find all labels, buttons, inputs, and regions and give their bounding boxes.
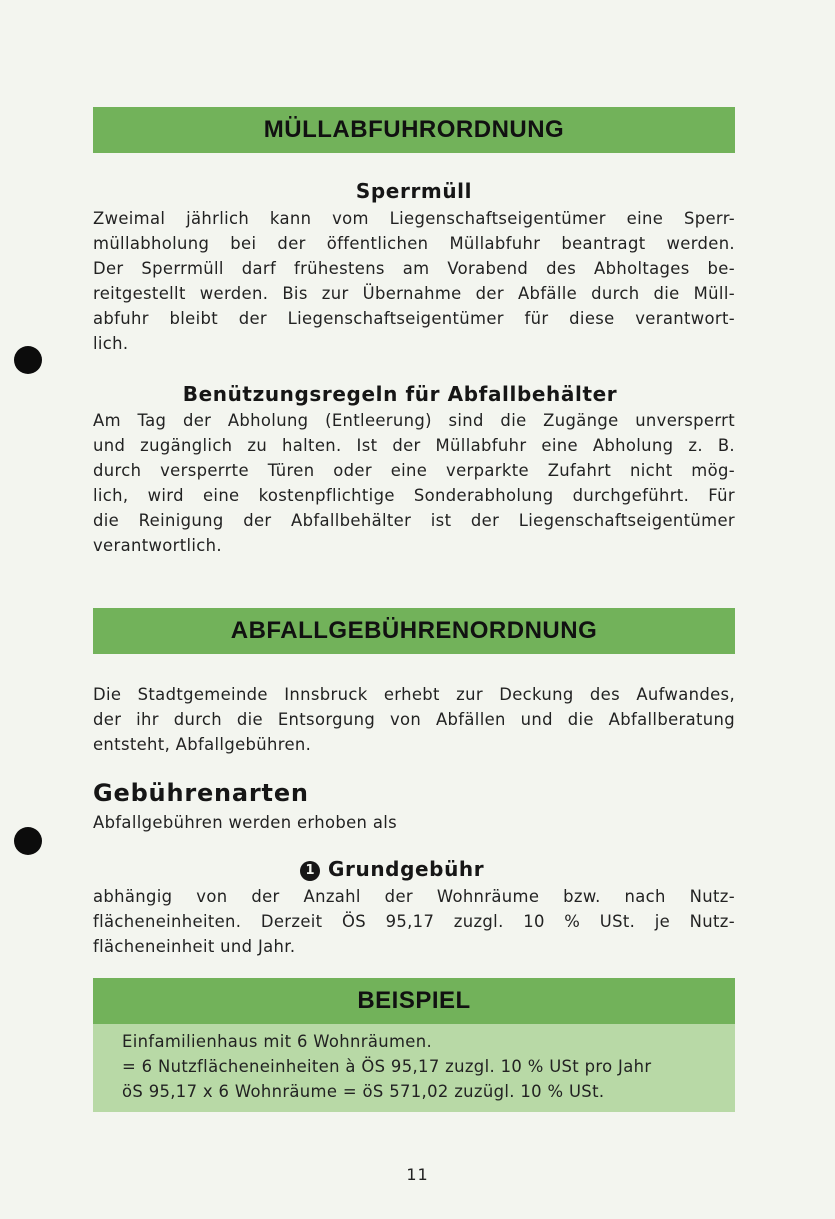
text-line: reitgestellt werden. Bis zur Übernahme der Abfälle durch die Müll- bbox=[93, 284, 735, 303]
section-banner-muellabfuhrordnung bbox=[93, 107, 735, 153]
text-line: verantwortlich. bbox=[93, 536, 222, 555]
paragraph-sperrmuell bbox=[93, 206, 735, 356]
text-line: durch versperrte Türen oder eine verparkte Zufahrt nicht mög- bbox=[93, 461, 735, 480]
text-line: lich. bbox=[93, 334, 129, 353]
text-line: Der Sperrmüll darf frühestens am Vorabend des Abholtages be- bbox=[93, 259, 735, 278]
text-line: abhängig von der Anzahl der Wohnräume bzw. nach Nutz- bbox=[93, 887, 735, 906]
text-line: Abfallgebühren werden erhoben als bbox=[93, 813, 398, 832]
text-line: und zugänglich zu halten. Ist der Müllabfuhr eine Abholung z. B. bbox=[93, 436, 735, 455]
paragraph-gebuehrenarten bbox=[93, 810, 735, 835]
example-box bbox=[93, 1024, 735, 1112]
text-line: Am Tag der Abholung (Entleerung) sind die Zugänge unversperrt bbox=[93, 411, 735, 430]
section-title: ABFALLGEBÜHRENORDNUNG bbox=[230, 617, 598, 644]
heading-gebuehrenarten: Gebührenarten bbox=[93, 779, 309, 807]
text-line: Einfamilienhaus mit 6 Wohnräumen. bbox=[122, 1032, 432, 1051]
text-line: flächeneinheit und Jahr. bbox=[93, 937, 296, 956]
subheading-text: Grundgebühr bbox=[328, 857, 485, 881]
paragraph-grundgebuehr bbox=[93, 884, 735, 959]
punch-hole bbox=[14, 827, 42, 855]
text-line: Die Stadtgemeinde Innsbruck erhebt zur Deckung des Aufwandes, bbox=[93, 685, 735, 704]
text-line: flächeneinheiten. Derzeit ÖS 95,17 zuzgl. 10 % USt. je Nutz- bbox=[93, 912, 735, 931]
section-title: BEISPIEL bbox=[357, 987, 471, 1014]
subheading-benuetzungsregeln: Benützungsregeln für Abfallbehälter bbox=[182, 382, 618, 406]
text-line: öS 95,17 x 6 Wohnräume = öS 571,02 zuzügl. 10 % USt. bbox=[122, 1082, 605, 1101]
text-line: müllabholung bei der öffentlichen Müllabfuhr beantragt werden. bbox=[93, 234, 735, 253]
text-line: lich, wird eine kostenpflichtige Sonderabholung durchgeführt. Für bbox=[93, 486, 735, 505]
subheading-sperrmuell: Sperrmüll bbox=[355, 179, 473, 203]
text-line: der ihr durch die Entsorgung von Abfällen und die Abfallberatung bbox=[93, 710, 735, 729]
paragraph-beispiel bbox=[122, 1029, 722, 1104]
text-line: Zweimal jährlich kann vom Liegenschaftseigentümer eine Sperr- bbox=[93, 209, 735, 228]
page-number: 11 bbox=[406, 1165, 429, 1184]
paragraph-intro bbox=[93, 682, 735, 757]
text-line: = 6 Nutzflächeneinheiten à ÖS 95,17 zuzgl. 10 % USt pro Jahr bbox=[122, 1057, 652, 1076]
section-title: MÜLLABFUHRORDNUNG bbox=[263, 116, 565, 143]
subheading-grundgebuehr bbox=[300, 857, 560, 881]
paragraph-benuetzungsregeln bbox=[93, 408, 735, 558]
text-line: die Reinigung der Abfallbehälter ist der Liegenschaftseigentümer bbox=[93, 511, 735, 530]
text-line: abfuhr bleibt der Liegenschaftseigentümer für diese verantwort- bbox=[93, 309, 735, 328]
punch-hole bbox=[14, 346, 42, 374]
section-banner-abfallgebuehrenordnung bbox=[93, 608, 735, 654]
section-banner-beispiel bbox=[93, 978, 735, 1024]
item-number-badge: 1 bbox=[300, 861, 320, 881]
text-line: entsteht, Abfallgebühren. bbox=[93, 735, 312, 754]
